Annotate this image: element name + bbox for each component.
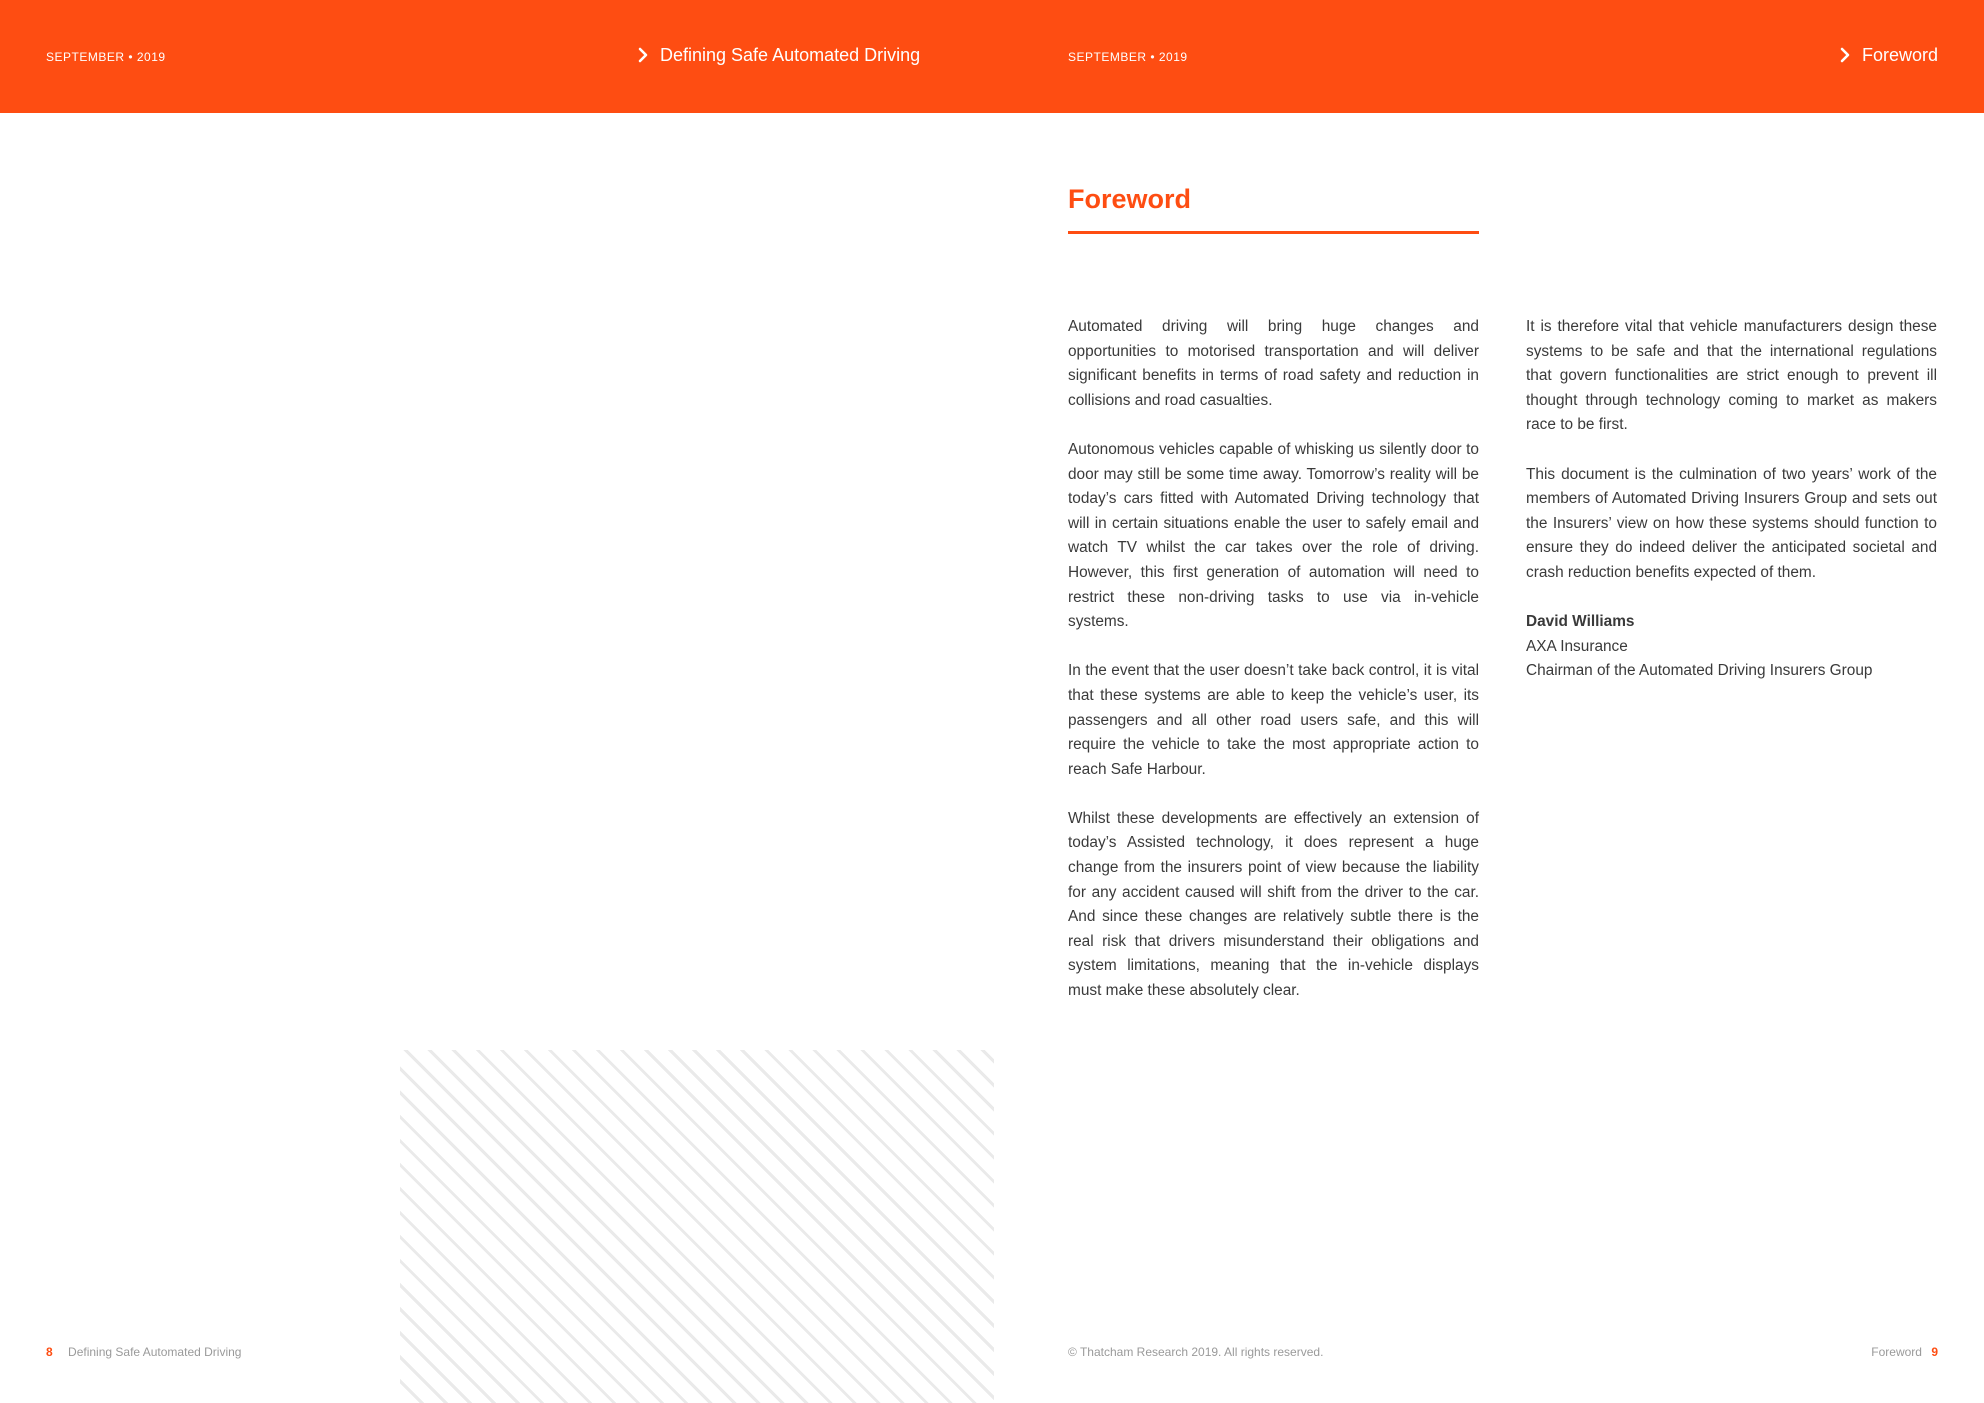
paragraph: This document is the culmination of two years’ work of the members of Automated Driving Insurers Group and sets out the Insurers’ view on how these systems should function to ensure they do indeed deliver the anticipated societal and crash reduction benefits expected of them. [1526,465,1937,581]
paragraph: In the event that the user doesn’t take back control, it is vital that these systems are able to keep the vehicle’s user, its passengers and all other road users safe, and this will require the vehicle to take the most appropriate action to reach Safe Harbour. [1068,662,1479,778]
decorative-hatch-pattern [400,1050,994,1403]
right-header-title: Foreword [1861,45,1938,65]
paragraph: Whilst these developments are effectively an extension of today’s Assisted technology, it does represent a huge change from the insurers point of view because the liability for any accident caused will shift from the driver to the car. And since these changes are relatively subtle there is the real risk that drivers misunderstand their obligations and system limitations, meaning that the in-vehicle displays must make these absolutely clear. [1068,809,1479,1000]
signature-company: AXA Insurance [1526,637,1628,655]
heading-underline [1068,231,1479,234]
footer-title: Foreword [1871,1345,1922,1359]
chevron-right-icon [1838,47,1852,63]
paragraph: It is therefore vital that vehicle manufacturers design these systems to be safe and that the international regulations that govern functionalities are strict enough to prevent ill thought through technology coming to market as makers race to be first. [1526,318,1937,434]
page-number: 8 [46,1345,53,1359]
left-header-title: Defining Safe Automated Driving [660,45,921,65]
page-title: Foreword [1068,184,1192,214]
footer-copyright: © Thatcham Research 2019. All rights reserved. [1068,1345,1324,1359]
right-text-column [1526,315,1937,684]
page-number: 9 [1931,1345,1938,1359]
footer-title: Defining Safe Automated Driving [68,1345,242,1359]
header-bar [0,0,1984,113]
signature-name: David Williams [1526,613,1635,631]
signature-role: Chairman of the Automated Driving Insurers Group [1526,662,1873,680]
paragraph: Autonomous vehicles capable of whisking us silently door to door may still be some time away. Tomorrow’s reality will be today’s cars fitted with Automated Driving technology that will in certain situations enable the user to safely email and watch TV whilst the car takes over the role of driving. However, this first generation of automation will need to restrict these non-driving tasks to use via in-vehicle systems. [1068,440,1479,631]
left-footer [46,1345,241,1359]
left-text-column [1068,315,1479,1028]
left-header-link[interactable] [636,43,920,67]
paragraph: Automated driving will bring huge changes and opportunities to motorised transportation and will deliver significant benefits in terms of road safety and reduction in collisions and road casualties. [1068,318,1479,409]
signature-block [1526,610,1937,684]
chevron-right-icon [636,47,650,63]
left-header-date: SEPTEMBER • 2019 [46,50,166,64]
right-header-date: SEPTEMBER • 2019 [1068,50,1188,64]
right-footer [1871,1345,1938,1359]
right-header-link[interactable] [1838,43,1938,67]
